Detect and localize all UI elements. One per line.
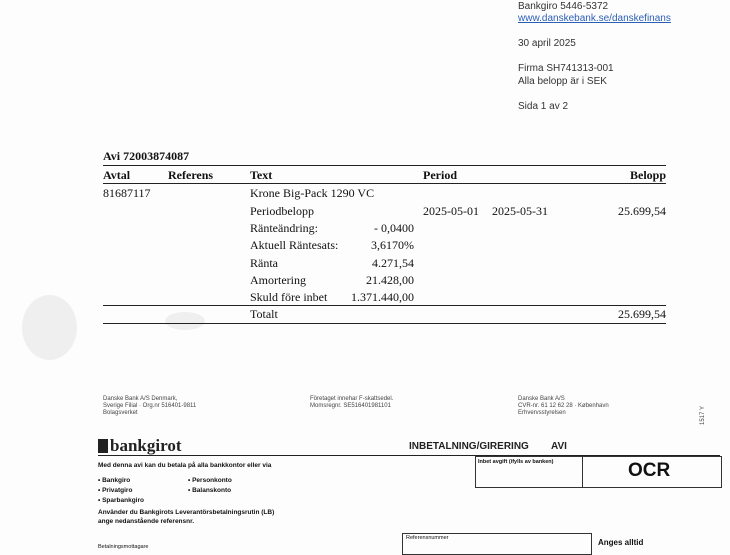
detail-value: 4.271,54	[372, 256, 414, 270]
method-item: • Balanskonto	[188, 487, 232, 494]
detail-value: - 0,0400	[374, 221, 414, 235]
lb-note-2: ange nedanstående referensnr.	[98, 518, 195, 525]
giro-heading-avi: AVI	[551, 441, 567, 452]
footer-col-1	[103, 396, 283, 417]
method-item: • Privatgiro	[98, 487, 133, 494]
bankgirot-logo-icon	[98, 439, 108, 453]
method-item: • Sparbankgiro	[98, 497, 144, 504]
period-end: 2025-05-31	[492, 204, 548, 218]
col-text: Text	[250, 168, 273, 182]
detail-label: Ränta	[250, 256, 278, 270]
method-item: • Personkonto	[188, 477, 232, 484]
footer-col-2	[310, 396, 490, 410]
betalningsmottagare-label: Betalningsmottagare	[98, 544, 149, 550]
footer-col-3	[518, 396, 698, 417]
giro-heading: INBETALNING/GIRERING	[409, 441, 529, 452]
bankgiro-number: Bankgiro 5446-5372	[518, 1, 609, 12]
scan-stain	[22, 295, 77, 360]
detail-value: 3,6170%	[371, 238, 414, 252]
method-label: Personkonto	[192, 477, 232, 484]
footer-line: CVR-nr. 61 12 62 28 · København	[518, 403, 609, 409]
total-amount: 25.699,54	[618, 307, 666, 321]
footer-line: Danske Bank A/S Denmark,	[103, 396, 178, 402]
method-label: Balanskonto	[192, 487, 232, 494]
footer-line: Företaget innehar F-skattsedel.	[310, 396, 394, 402]
bankgirot-logo-text: bankgirot	[110, 436, 182, 455]
periodbelopp-amount: 25.699,54	[618, 204, 666, 218]
method-label: Privatgiro	[102, 487, 133, 494]
col-referens: Referens	[168, 168, 214, 182]
footer-line: Bolagsverket	[103, 410, 138, 416]
side-code: 1517 Y	[699, 406, 706, 425]
footer-line: Danske Bank A/S	[518, 396, 565, 402]
detail-value: 1.371.440,00	[351, 290, 414, 304]
header-top-rule	[103, 165, 666, 166]
col-belopp: Belopp	[629, 168, 666, 182]
document-date: 30 april 2025	[518, 38, 576, 49]
anges-alltid: Anges alltid	[598, 538, 644, 547]
footer-line: Momsregnr. SE516401981101	[310, 403, 391, 409]
fee-label: Inbet avgift (ifylls av banken)	[478, 459, 554, 465]
bankgirot-logo	[98, 436, 182, 456]
method-item: • Bankgiro	[98, 477, 131, 484]
footer-line: Erhvervsstyrelsen	[518, 410, 566, 416]
ocr-label: OCR	[628, 460, 671, 481]
detail-label: Amortering	[250, 273, 306, 287]
total-label: Totalt	[250, 307, 278, 321]
detail-label: Aktuell Räntesats:	[250, 238, 339, 252]
col-period: Period	[423, 168, 457, 182]
page-info: Sida 1 av 2	[518, 101, 569, 112]
detail-value: 21.428,00	[366, 273, 414, 287]
invoice-title: Avi 72003874087	[103, 149, 190, 163]
product-name: Krone Big-Pack 1290 VC	[250, 186, 375, 200]
lb-note-1: Använder du Bankgirots Leverantörsbetalningsrutin (LB)	[98, 509, 275, 516]
referensnummer-label: Referensnummer	[406, 535, 449, 541]
website-link[interactable]: www.danskebank.se/danskefinans	[518, 13, 671, 24]
method-label: Bankgiro	[102, 477, 131, 484]
footer-line: Sverige Filial · Org.nr 516401-9811	[103, 403, 197, 409]
detail-label: Skuld före inbet	[250, 290, 328, 304]
scan-stain	[165, 312, 205, 330]
firma-number: Firma SH741313-001	[518, 63, 614, 74]
total-bottom-rule	[103, 323, 666, 324]
total-top-rule	[103, 305, 666, 306]
header-bottom-rule	[103, 183, 666, 184]
col-avtal: Avtal	[103, 168, 131, 182]
periodbelopp-label: Periodbelopp	[250, 204, 314, 218]
avtal-number: 81687117	[103, 186, 151, 200]
period-start: 2025-05-01	[423, 204, 479, 218]
detail-label: Ränteändring:	[250, 221, 318, 235]
giro-intro: Med denna avi kan du betala på alla bankkontor eller via	[98, 462, 272, 469]
currency-note: Alla belopp är i SEK	[518, 76, 607, 87]
method-label: Sparbankgiro	[102, 497, 144, 504]
